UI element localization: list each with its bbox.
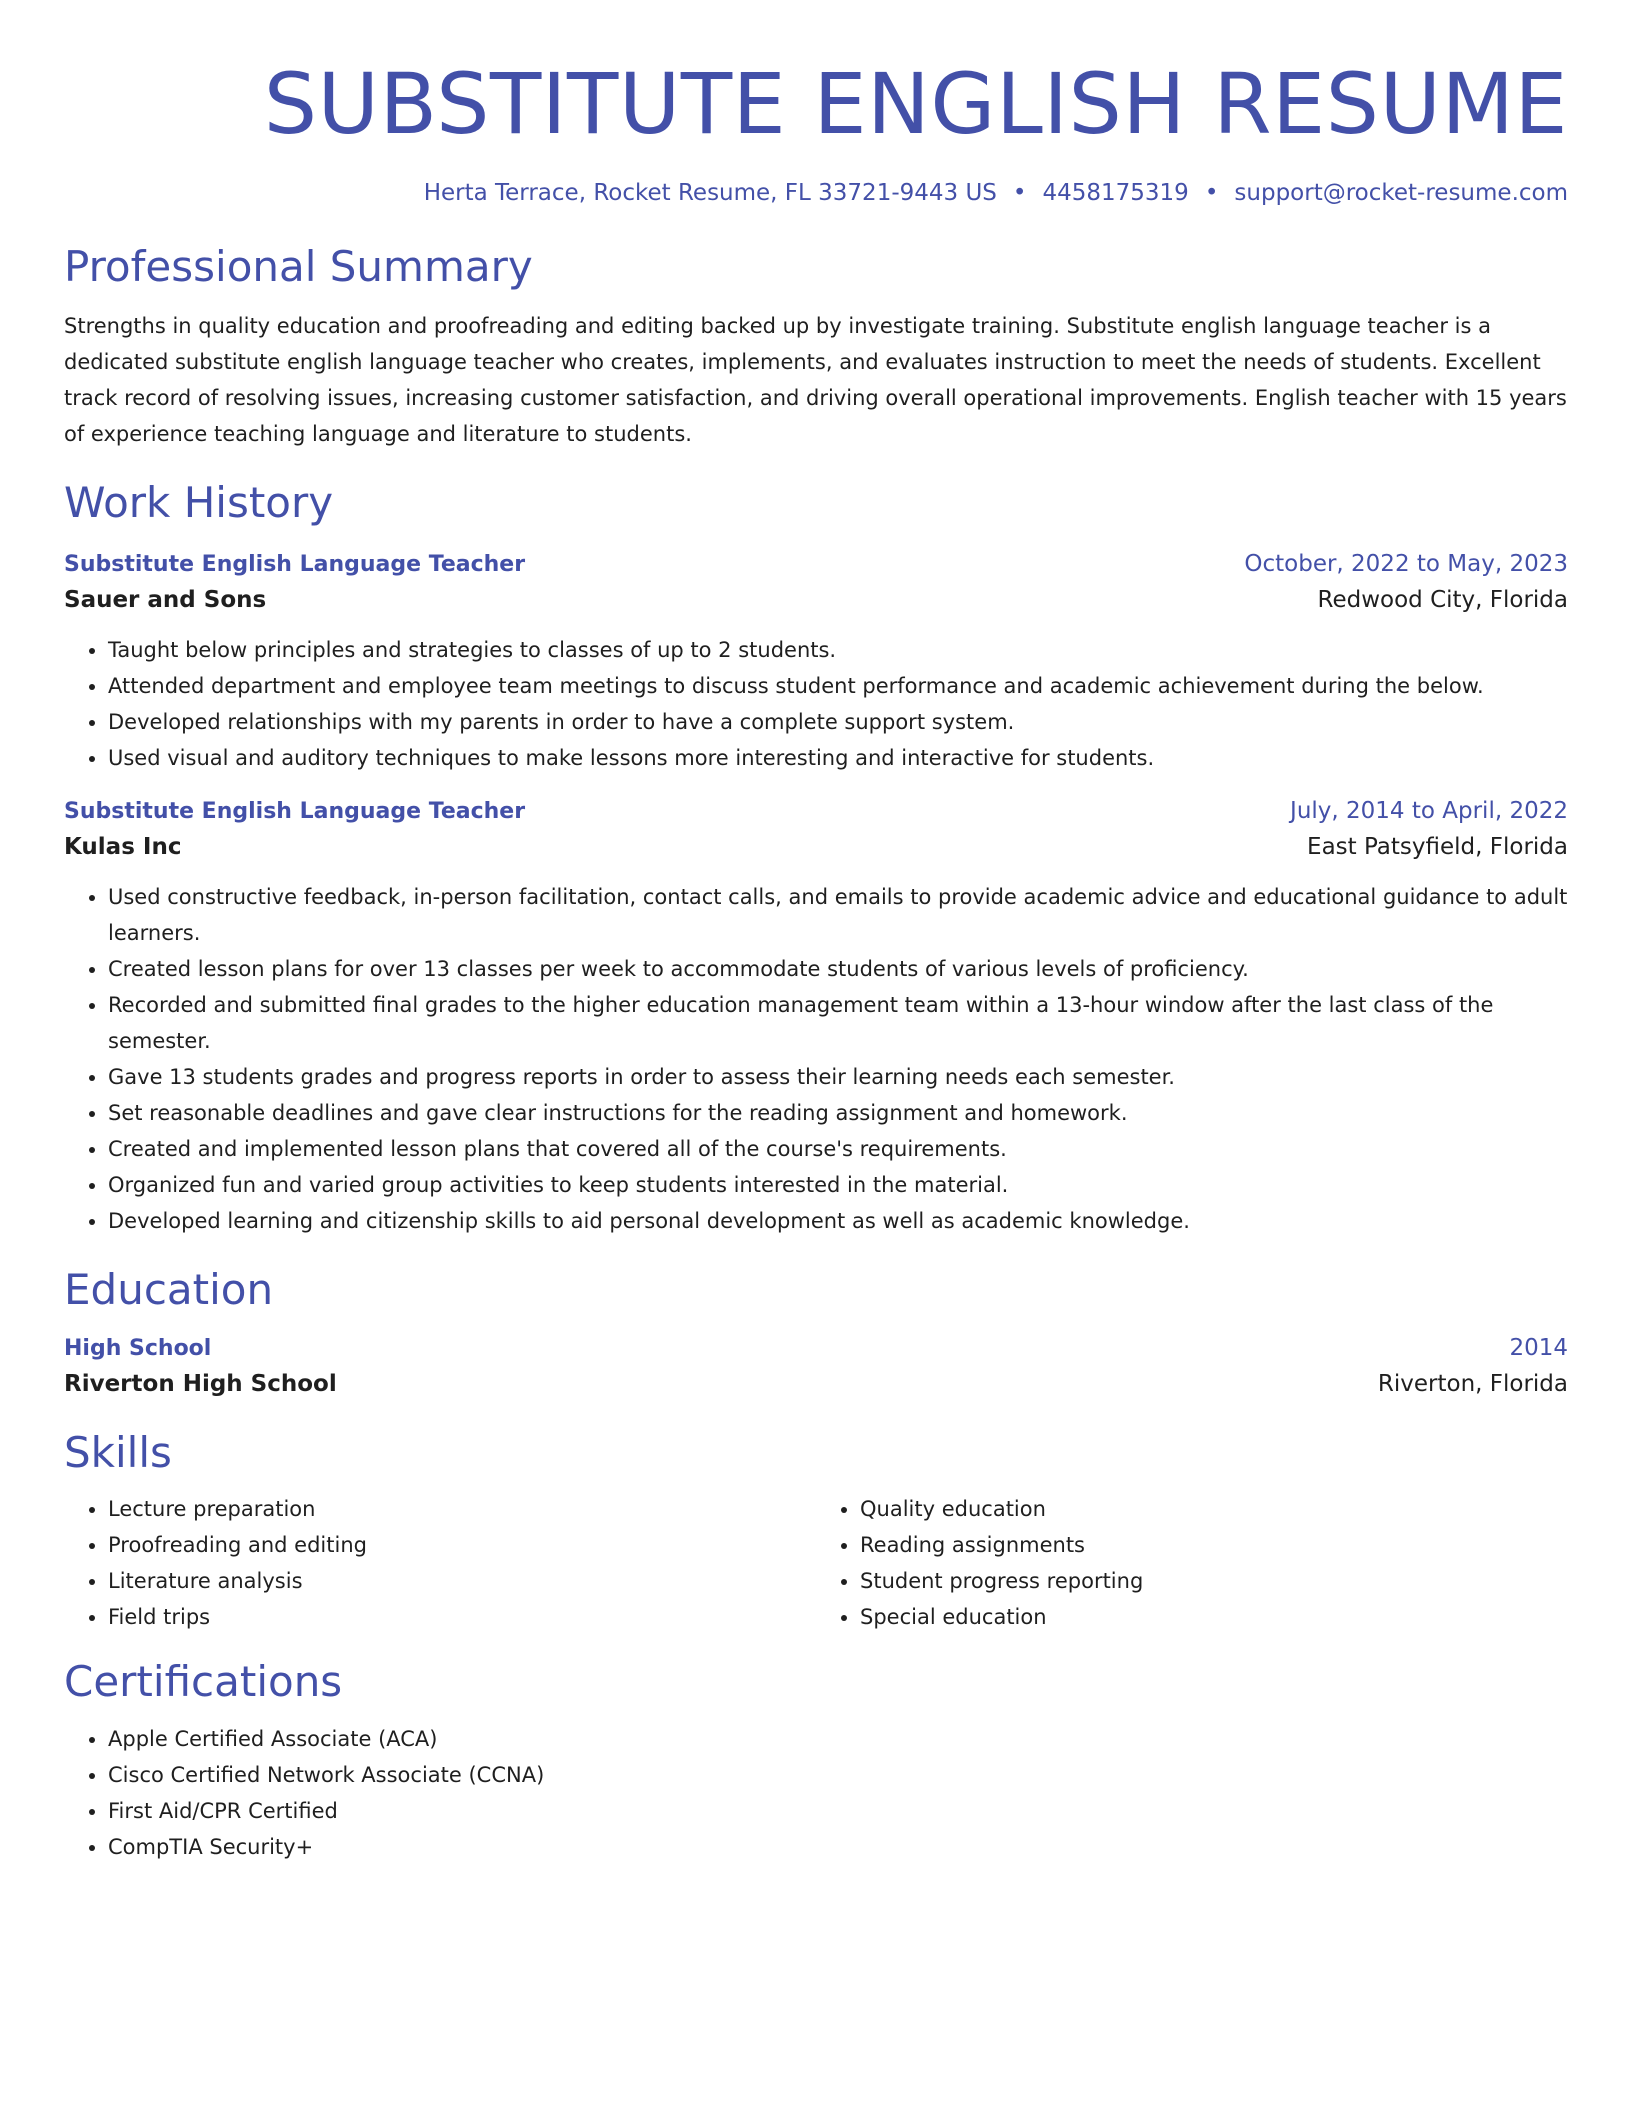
job-entry: [64, 794, 1568, 1239]
list-item: • Attended department and employee team meetings to discuss student performance and academic achievement during the below.: [108, 668, 1568, 704]
list-item: • Quality education: [860, 1491, 1568, 1527]
list-item: • Cisco Certified Network Associate (CCNA): [108, 1757, 1568, 1793]
list-item: • CompTIA Security+: [108, 1829, 1568, 1865]
job-bullets: [64, 632, 1568, 776]
list-item: • Literature analysis: [108, 1563, 816, 1599]
list-item: • Created lesson plans for over 13 classes per week to accommodate students of various levels of proficiency.: [108, 951, 1568, 987]
list-item: • Organized fun and varied group activities to keep students interested in the material.: [108, 1167, 1568, 1203]
list-item: • Lecture preparation: [108, 1491, 816, 1527]
list-item: • Developed relationships with my parents in order to have a complete support system.: [108, 704, 1568, 740]
education-entry: [64, 1331, 1568, 1402]
list-item: • First Aid/CPR Certified: [108, 1793, 1568, 1829]
address: Herta Terrace, Rocket Resume, FL 33721-9443 US: [423, 180, 997, 206]
list-item: • Created and implemented lesson plans that covered all of the course's requirements.: [108, 1131, 1568, 1167]
section-title-work-history: Work History: [64, 478, 334, 528]
section-title-summary: Professional Summary: [64, 242, 533, 291]
list-item: • Reading assignments: [860, 1527, 1568, 1563]
section-title-education: Education: [64, 1264, 274, 1314]
resume-title: SUBSTITUTE ENGLISH RESUME: [263, 55, 1568, 153]
job-title: Substitute English Language Teacher: [64, 551, 526, 577]
list-item: • Special education: [860, 1599, 1568, 1635]
list-item: • Student progress reporting: [860, 1563, 1568, 1599]
list-item: • Field trips: [108, 1599, 816, 1635]
job-location: Redwood City, Florida: [1317, 586, 1568, 613]
separator-dot: •: [1012, 180, 1027, 206]
school-location: Riverton, Florida: [1377, 1371, 1568, 1398]
list-item: • Recorded and submitted final grades to the higher education management team within a 13-hour window after the last class of the semester.: [108, 987, 1568, 1059]
company-name: Kulas Inc: [64, 833, 182, 860]
job-title: Substitute English Language Teacher: [64, 798, 526, 824]
list-item: • Taught below principles and strategies to classes of up to 2 students.: [108, 632, 1568, 668]
company-name: Sauer and Sons: [64, 586, 267, 613]
skills-list-right: [816, 1491, 1568, 1635]
list-item: • Gave 13 students grades and progress reports in order to assess their learning needs each semester.: [108, 1059, 1568, 1095]
job-dates: October, 2022 to May, 2023: [1244, 550, 1568, 577]
list-item: • Proofreading and editing: [108, 1527, 816, 1563]
certifications-list: [64, 1721, 1568, 1865]
list-item: • Used visual and auditory techniques to make lessons more interesting and interactive for students.: [108, 740, 1568, 776]
degree: High School: [64, 1336, 212, 1362]
separator-dot: •: [1204, 180, 1219, 206]
list-item: • Set reasonable deadlines and gave clear instructions for the reading assignment and homework.: [108, 1095, 1568, 1131]
section-title-skills: Skills: [64, 1428, 172, 1478]
job-entry: [64, 547, 1568, 776]
phone: 4458175319: [1042, 180, 1189, 206]
list-item: • Apple Certified Associate (ACA): [108, 1721, 1568, 1757]
list-item: • Used constructive feedback, in-person facilitation, contact calls, and emails to provide academic advice and educational guidance to adult learners.: [108, 879, 1568, 951]
contact-line: [64, 178, 1568, 208]
summary-text: Strengths in quality education and proofreading and editing backed up by investigate training. Substitute english language teacher is a dedicated substitute english language teacher who creates, implements, and evaluates instruction to meet the needs of students. Excellent track record of resolving issues, increasing customer satisfaction, and driving overall operational improvements. English teacher with 15 years of experience teaching language and literature to students.: [64, 314, 1567, 447]
graduation-year: 2014: [1509, 1335, 1568, 1362]
list-item: • Developed learning and citizenship skills to aid personal development as well as academic knowledge.: [108, 1203, 1568, 1239]
section-title-certifications: Certifications: [64, 1656, 343, 1706]
skills-list-left: [64, 1491, 816, 1635]
job-dates: July, 2014 to April, 2022: [1290, 797, 1568, 824]
job-location: East Patsyfield, Florida: [1307, 833, 1568, 860]
skills-grid: [64, 1491, 1568, 1635]
job-bullets: [64, 879, 1568, 1239]
email-link[interactable]: support@rocket-resume.com: [1234, 180, 1568, 206]
school-name: Riverton High School: [64, 1371, 337, 1398]
